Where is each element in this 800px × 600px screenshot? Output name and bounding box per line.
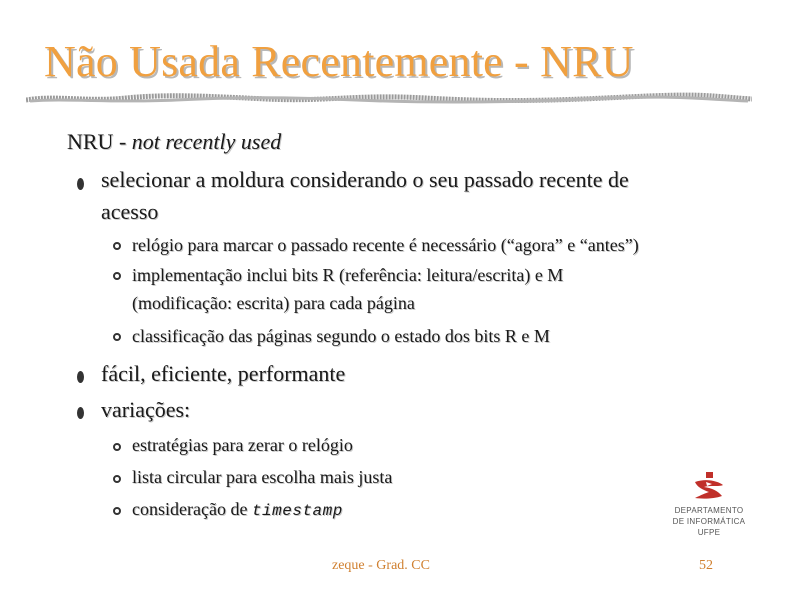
bullet-solid-icon [77, 407, 84, 419]
subbullet-prefix: consideração de [132, 499, 252, 519]
intro-line [67, 129, 281, 155]
intro-emphasis: not recently used [131, 129, 282, 154]
logo-text-line2: DE INFORMÁTICA [672, 517, 746, 526]
department-logo-icon [692, 472, 726, 502]
subbullet-text: estratégias para zerar o relógio [132, 435, 353, 455]
subbullet-text: lista circular para escolha mais justa [132, 467, 393, 487]
bullet-text: variações: [101, 397, 191, 422]
subbullet-emphasis: timestamp [251, 502, 343, 520]
bullet-text: fácil, eficiente, performante [101, 361, 346, 386]
subbullet-text: relógio para marcar o passado recente é necessário (“agora” e “antes”) [132, 235, 639, 255]
subbullet-text: implementação inclui bits R (referência: leitura/escrita) e M [132, 265, 564, 285]
bullet-ring-icon [113, 242, 121, 250]
page-number: 52 [699, 558, 713, 573]
bullet-solid-icon [77, 371, 84, 383]
subbullet-text [132, 499, 343, 520]
bullet-ring-icon [113, 443, 121, 451]
bullet-text-continued: acesso [101, 199, 159, 224]
bullet-ring-icon [113, 507, 121, 515]
bullet-ring-icon [113, 475, 121, 483]
logo-text-line1: DEPARTAMENTO [674, 506, 744, 515]
intro-prefix: NRU - [67, 129, 132, 154]
bullet-text: selecionar a moldura considerando o seu passado recente de [101, 167, 629, 192]
bullet-solid-icon [77, 178, 84, 190]
slide-title: Não Usada Recentemente - NRU [44, 37, 634, 86]
subbullet-text: classificação das páginas segundo o estado dos bits R e M [132, 326, 550, 346]
bullet-ring-icon [113, 272, 121, 280]
footer-author: zeque - Grad. CC [332, 558, 430, 573]
bullet-ring-icon [113, 333, 121, 341]
department-logo [668, 472, 750, 542]
logo-text-line3: UFPE [697, 528, 721, 537]
subbullet-text-continued: (modificação: escrita) para cada página [132, 293, 415, 313]
